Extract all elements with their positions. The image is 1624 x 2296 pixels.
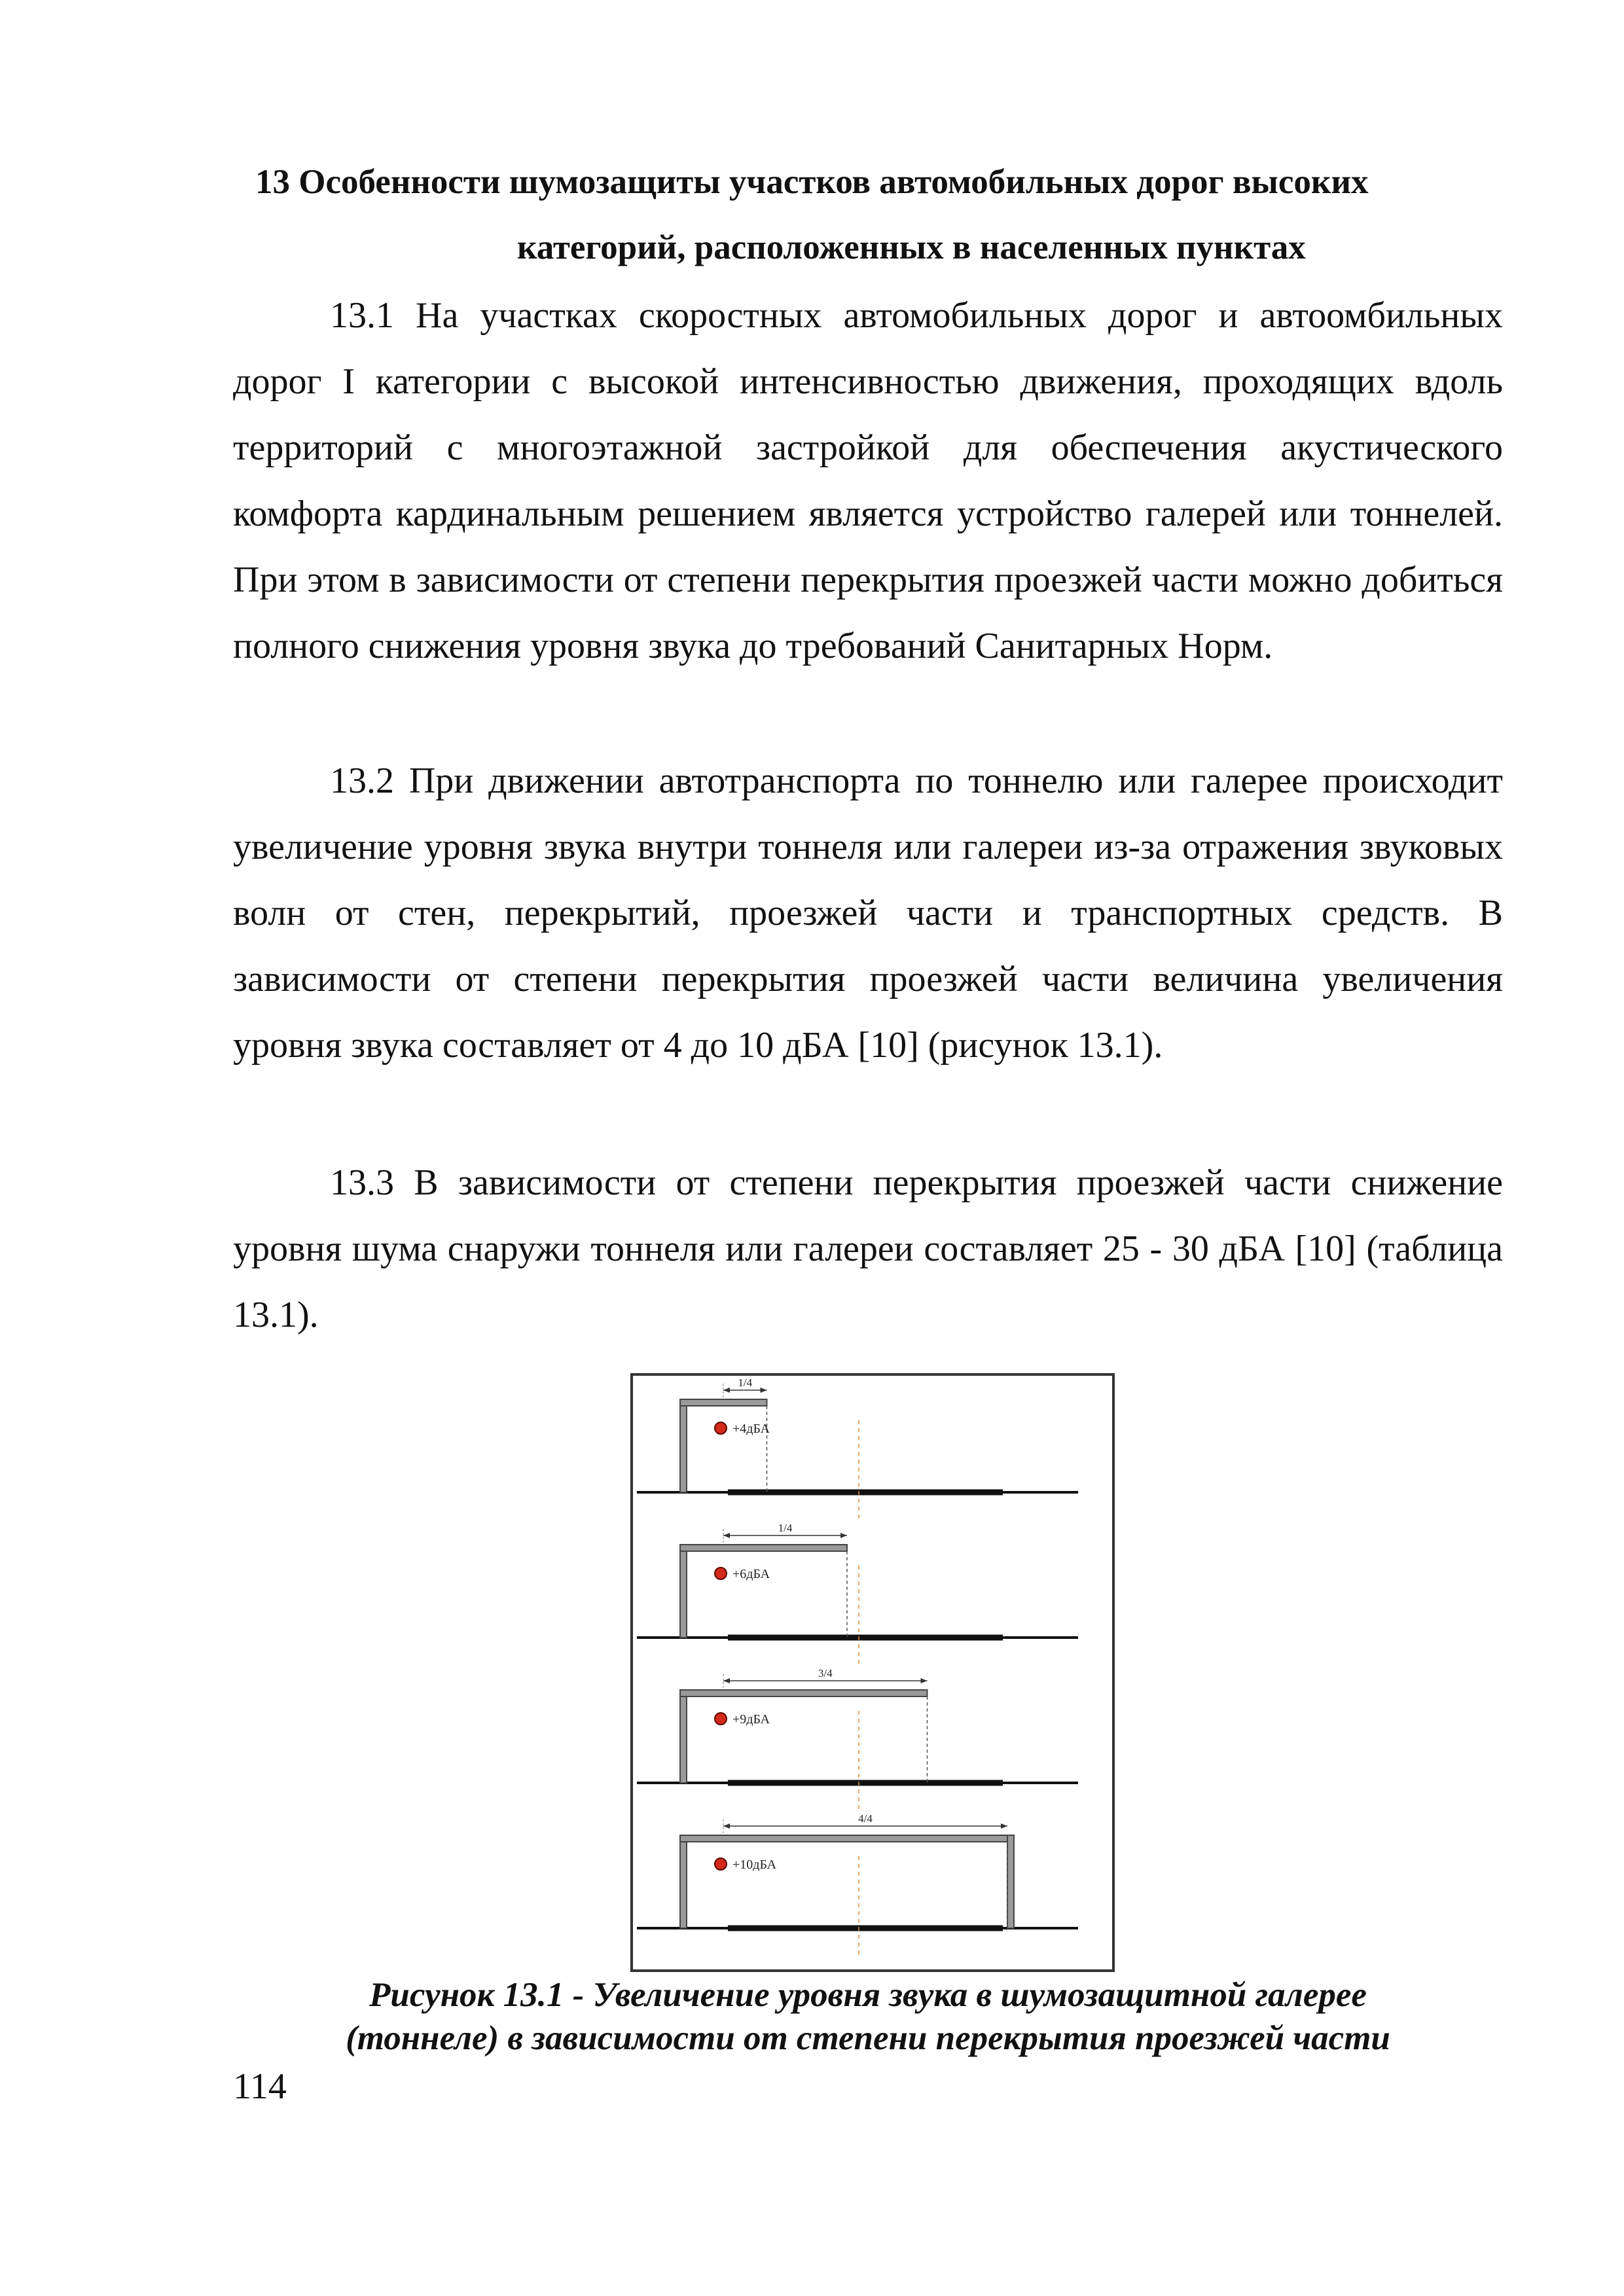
- dimension-arrow-start: [723, 1678, 730, 1683]
- paragraph-13-3: 13.3 В зависимости от степени перекрытия проезжей части снижение уровня шума снаружи тоннеля или галереи составляет 25 - 30 дБА [10] (таблица 13.1).: [233, 1162, 1503, 1335]
- diagram-panel-3: [637, 1667, 1078, 1809]
- page-number: 114: [233, 2066, 287, 2107]
- section-heading-line-2: категорий, расположенных в населенных пунктах: [517, 228, 1306, 266]
- noise-increase-label: +9дБА: [732, 1712, 770, 1727]
- gallery-left-wall: [680, 1842, 687, 1928]
- gallery-right-wall: [1007, 1835, 1014, 1928]
- figure-caption-line-2: (тоннеле) в зависимости от степени перекрытия проезжей части: [346, 2019, 1390, 2057]
- dimension-arrow-end: [840, 1533, 847, 1538]
- noise-source-marker: [715, 1858, 727, 1870]
- noise-increase-label: +4дБА: [732, 1422, 770, 1436]
- dimension-arrow-start: [723, 1388, 730, 1393]
- dimension-arrow-start: [723, 1823, 730, 1829]
- paragraph-13-2: 13.2 При движении автотранспорта по тоннелю или галерее происходит увеличение уровня звука внутри тоннеля или галереи из-за отражения звуковых волн от стен, перекрытий, проезжей части и транспортных средств. В зависимости от степени перекрытия проезжей части величина увеличения уровня звука составляет от 4 до 10 дБА [10] (рисунок 13.1).: [233, 761, 1503, 1066]
- gallery-roof: [680, 1690, 928, 1696]
- diagram-panel-2: [637, 1522, 1078, 1664]
- gallery-left-wall: [680, 1696, 687, 1783]
- gallery-roof: [680, 1545, 847, 1551]
- gallery-left-wall: [680, 1551, 687, 1638]
- noise-increase-label: +6дБА: [732, 1567, 770, 1581]
- coverage-fraction-label: 4/4: [858, 1812, 873, 1825]
- coverage-fraction-label: 3/4: [818, 1667, 833, 1679]
- figure-caption-line-1: Рисунок 13.1 - Увеличение уровня звука в шумозащитной галерее: [369, 1976, 1367, 2014]
- gallery-roof: [680, 1399, 767, 1406]
- paragraph-13-1: 13.1 На участках скоростных автомобильных дорог и автоомбильных дорог I категории с высокой интенсивностью движения, проходящих вдоль территорий с многоэтажной застройкой для обеспечения акустического комфорта кардинальным решением является устройство галерей или тоннелей. При этом в зависимости от степени перекрытия проезжей части можно добиться полного снижения уровня звука до требований Санитарных Норм.: [233, 295, 1503, 666]
- dimension-arrow-end: [761, 1388, 767, 1393]
- figure-13-1: [630, 1373, 1115, 1972]
- noise-source-marker: [715, 1422, 727, 1434]
- dimension-arrow-start: [723, 1533, 730, 1538]
- noise-increase-label: +10дБА: [732, 1857, 777, 1872]
- figure-caption: [233, 1973, 1503, 2060]
- section-heading-line-1: 13 Особенности шумозащиты участков автомобильных дорог высоких: [255, 163, 1369, 201]
- section-heading: [233, 149, 1503, 280]
- coverage-fraction-label: 1/4: [738, 1376, 753, 1389]
- dimension-arrow-end: [1001, 1823, 1007, 1829]
- gallery-roof: [680, 1835, 1007, 1842]
- diagram-panel-1: [637, 1376, 1078, 1518]
- gallery-coverage-diagram: [633, 1376, 1112, 1969]
- noise-source-marker: [715, 1713, 727, 1725]
- noise-source-marker: [715, 1568, 727, 1579]
- dimension-arrow-end: [921, 1678, 928, 1683]
- gallery-left-wall: [680, 1406, 687, 1492]
- coverage-fraction-label: 1/4: [778, 1522, 793, 1534]
- diagram-panel-4: [637, 1812, 1078, 1954]
